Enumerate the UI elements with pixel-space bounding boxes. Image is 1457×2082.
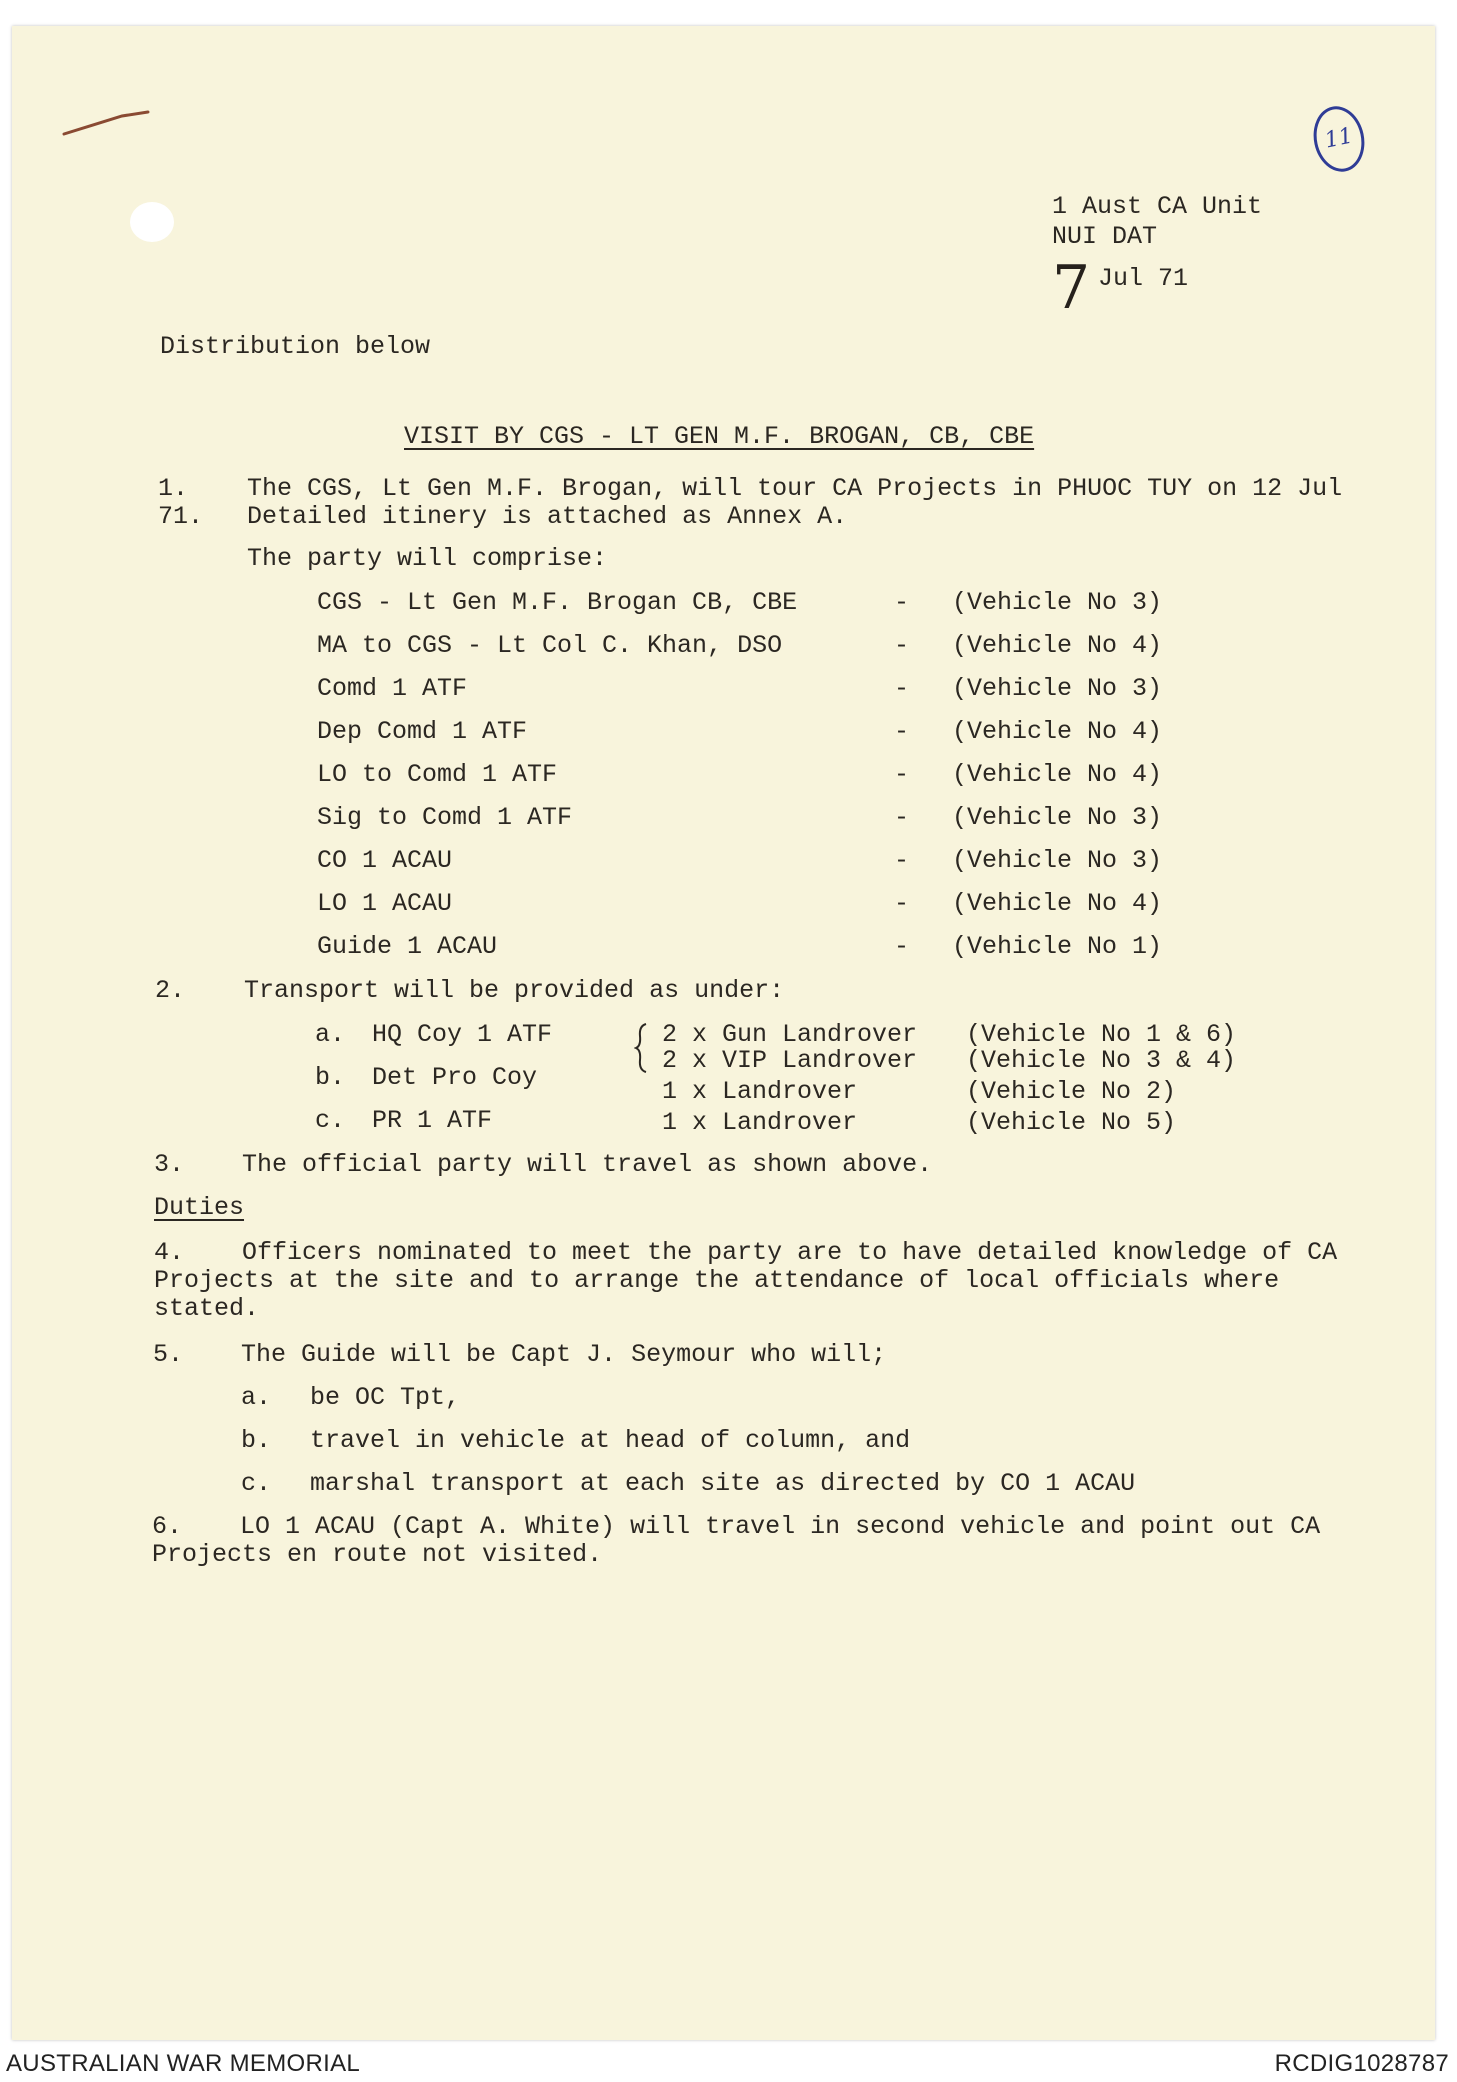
party-member-name: CO 1 ACAU [317, 846, 453, 875]
document-page [12, 26, 1435, 2040]
para-4-line-1: Officers nominated to meet the party are to have detailed knowledge of CA [242, 1238, 1338, 1267]
provider-letter: a. [315, 1020, 346, 1049]
para-3-text: The official party will travel as shown above. [242, 1150, 933, 1179]
party-member-vehicle: (Vehicle No 4) [952, 760, 1163, 789]
unit-location: NUI DAT [1052, 222, 1158, 251]
party-member-dash: - [894, 674, 910, 703]
para-1-line-2-number: 71. [158, 502, 204, 531]
date-month-year: Jul 71 [1098, 264, 1189, 293]
source-credit: AUSTRALIAN WAR MEMORIAL [6, 2050, 361, 2077]
party-member-vehicle: (Vehicle No 1) [952, 932, 1163, 961]
party-member-dash: - [894, 760, 910, 789]
party-member-name: CGS - Lt Gen M.F. Brogan CB, CBE [317, 588, 798, 617]
party-member-vehicle: (Vehicle No 4) [952, 889, 1163, 918]
para-4-line-3: stated. [154, 1294, 260, 1323]
party-member-vehicle: (Vehicle No 3) [952, 846, 1163, 875]
party-member-dash: - [894, 717, 910, 746]
party-member-dash: - [894, 588, 910, 617]
para-5-item-letter: b. [241, 1426, 272, 1455]
party-member-vehicle: (Vehicle No 4) [952, 717, 1163, 746]
party-member-dash: - [894, 889, 910, 918]
vehicle-item: 2 x VIP Landrover [662, 1046, 918, 1075]
folio-number-stamp: 11 [1308, 102, 1371, 177]
para-4-number: 4. [154, 1238, 185, 1267]
party-member-name: Sig to Comd 1 ATF [317, 803, 573, 832]
party-member-vehicle: (Vehicle No 4) [952, 631, 1163, 660]
duties-heading: Duties [154, 1193, 245, 1222]
vehicle-assignment: (Vehicle No 5) [966, 1108, 1177, 1137]
party-member-name: MA to CGS - Lt Col C. Khan, DSO [317, 631, 783, 660]
left-brace-icon [634, 1022, 650, 1074]
distribution-note: Distribution below [160, 332, 431, 361]
document-title: VISIT BY CGS - LT GEN M.F. BROGAN, CB, CBE [404, 422, 1035, 451]
vehicle-item: 2 x Gun Landrover [662, 1020, 918, 1049]
para-5-item-text: be OC Tpt, [310, 1383, 461, 1412]
vehicle-assignment: (Vehicle No 2) [966, 1077, 1177, 1106]
provider-name: PR 1 ATF [372, 1106, 493, 1135]
pencil-mark [62, 108, 152, 138]
catalog-id: RCDIG1028787 [1274, 2050, 1449, 2077]
party-member-name: Comd 1 ATF [317, 674, 468, 703]
party-member-name: Dep Comd 1 ATF [317, 717, 528, 746]
para-1-number: 1. [158, 474, 189, 503]
provider-letter: b. [315, 1063, 346, 1092]
party-member-dash: - [894, 631, 910, 660]
party-member-dash: - [894, 803, 910, 832]
party-member-dash: - [894, 846, 910, 875]
provider-letter: c. [315, 1106, 346, 1135]
vehicle-assignment: (Vehicle No 1 & 6) [966, 1020, 1237, 1049]
para-1-line-2: Detailed itinery is attached as Annex A. [247, 502, 848, 531]
para-5-item-letter: c. [241, 1469, 272, 1498]
para-6-line-2: Projects en route not visited. [152, 1540, 603, 1569]
party-member-vehicle: (Vehicle No 3) [952, 803, 1163, 832]
para-2-number: 2. [155, 976, 186, 1005]
party-member-vehicle: (Vehicle No 3) [952, 674, 1163, 703]
para-1-line-1: The CGS, Lt Gen M.F. Brogan, will tour CA Projects in PHUOC TUY on 12 Jul [247, 474, 1343, 503]
para-5-item-letter: a. [241, 1383, 272, 1412]
para-5-text: The Guide will be Capt J. Seymour who will; [241, 1340, 887, 1369]
vehicle-item: 1 x Landrover [662, 1108, 858, 1137]
party-member-vehicle: (Vehicle No 3) [952, 588, 1163, 617]
para-4-line-2: Projects at the site and to arrange the attendance of local officials where [154, 1266, 1280, 1295]
provider-name: Det Pro Coy [372, 1063, 538, 1092]
party-member-name: Guide 1 ACAU [317, 932, 498, 961]
provider-name: HQ Coy 1 ATF [372, 1020, 553, 1049]
para-3-number: 3. [154, 1150, 185, 1179]
para-6-number: 6. [152, 1512, 183, 1541]
party-member-name: LO 1 ACAU [317, 889, 453, 918]
para-5-number: 5. [153, 1340, 184, 1369]
vehicle-item: 1 x Landrover [662, 1077, 858, 1106]
para-2-text: Transport will be provided as under: [244, 976, 785, 1005]
date-day-handwritten: 7 [1052, 253, 1091, 323]
para-5-item-text: travel in vehicle at head of column, and [310, 1426, 911, 1455]
party-member-dash: - [894, 932, 910, 961]
party-intro: The party will comprise: [247, 544, 608, 573]
para-6-line-1: LO 1 ACAU (Capt A. White) will travel in second vehicle and point out CA [240, 1512, 1321, 1541]
punch-hole [130, 202, 174, 242]
unit-name: 1 Aust CA Unit [1052, 192, 1263, 221]
vehicle-assignment: (Vehicle No 3 & 4) [966, 1046, 1237, 1075]
party-member-name: LO to Comd 1 ATF [317, 760, 558, 789]
para-5-item-text: marshal transport at each site as directed by CO 1 ACAU [310, 1469, 1136, 1498]
